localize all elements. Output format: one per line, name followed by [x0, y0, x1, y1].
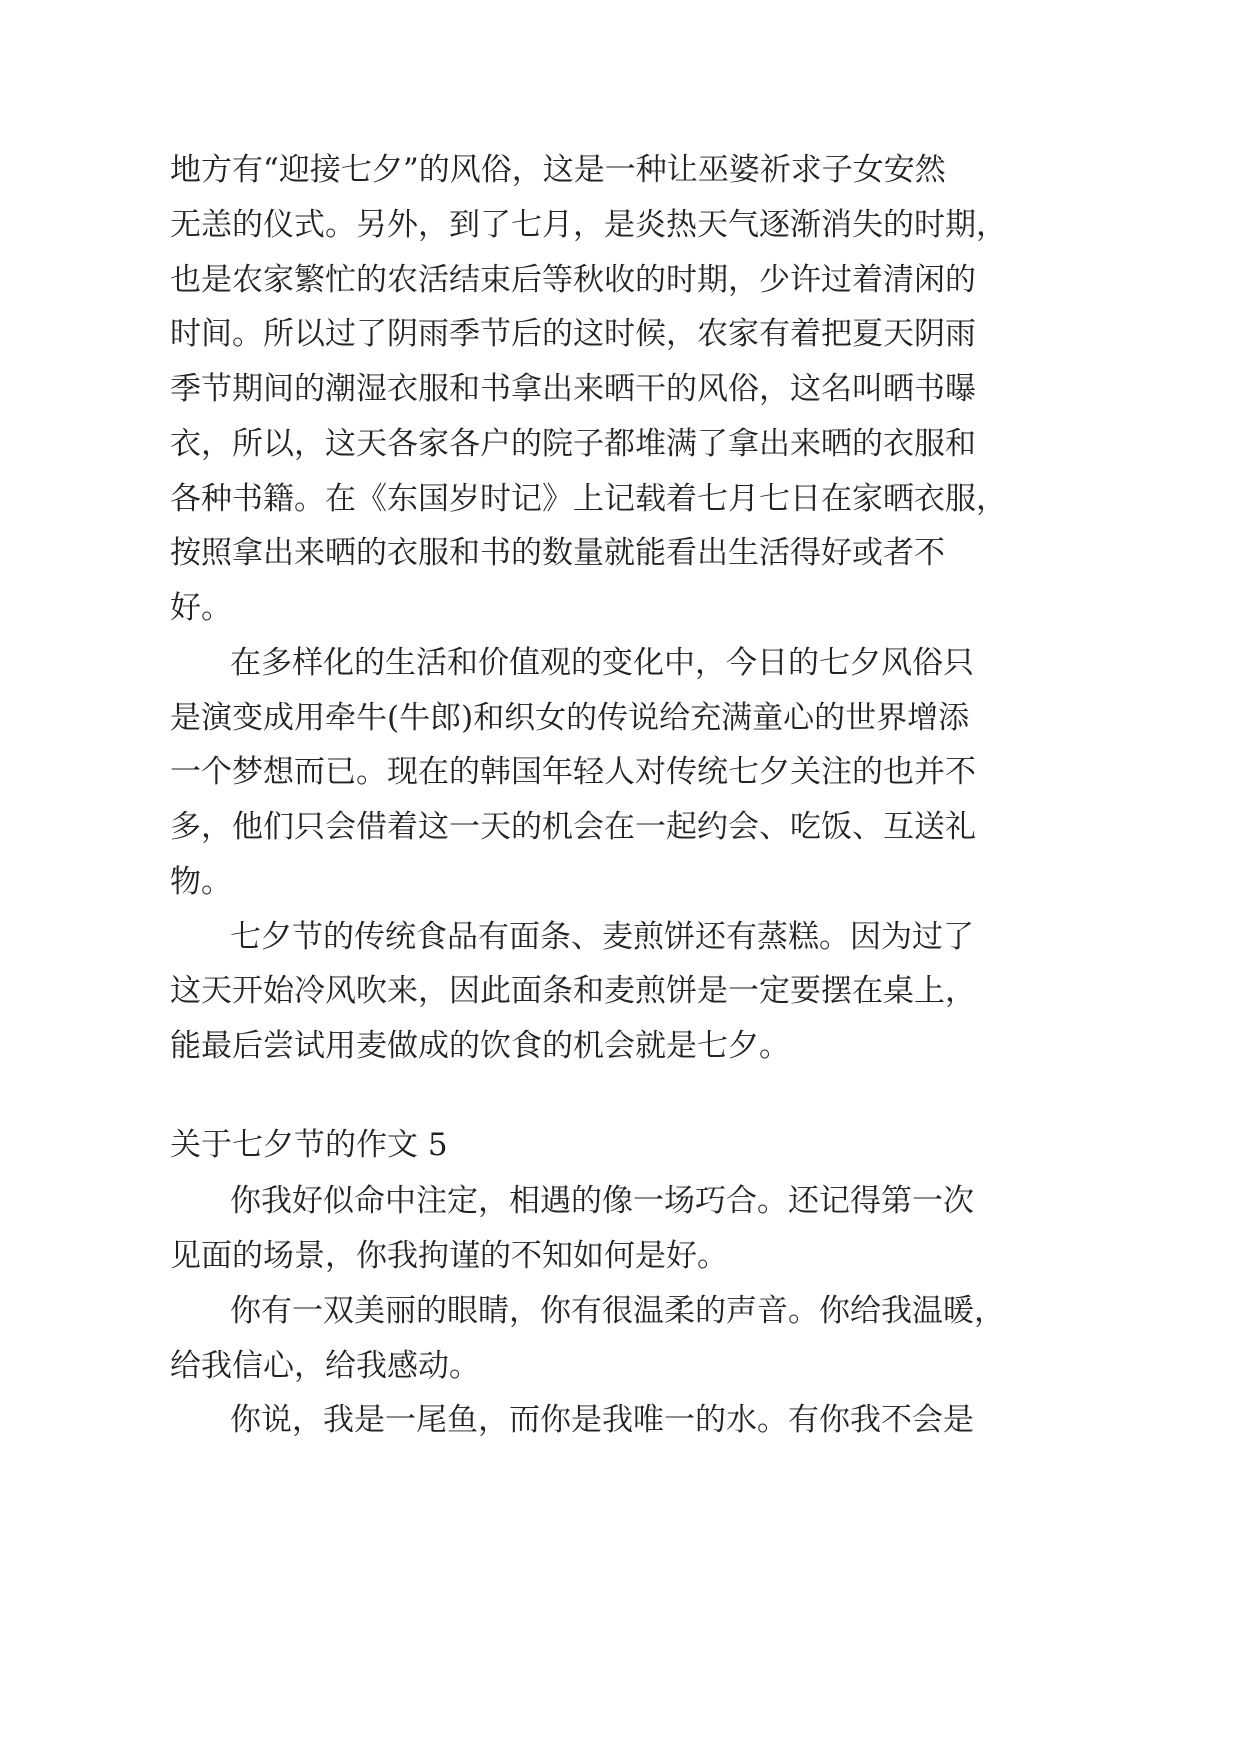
- text-line: 多，他们只会借着这一天的机会在一起约会、吃饭、互送礼: [170, 809, 976, 845]
- text-line: 好。: [170, 590, 232, 626]
- text-line: 地方有“迎接七夕”的风俗，这是一种让巫婆祈求子女安然: [170, 152, 946, 188]
- text-line: 能最后尝试用麦做成的饮食的机会就是七夕。: [170, 1028, 790, 1064]
- text-line: 七夕节的传统食品有面条、麦煎饼还有蒸糕。因为过了: [230, 919, 974, 955]
- text-line: 你我好似命中注定，相遇的像一场巧合。还记得第一次: [230, 1183, 974, 1219]
- text-line: 季节期间的潮湿衣服和书拿出来晒干的风俗，这名叫晒书曝: [170, 371, 976, 407]
- text-line: 各种书籍。在《东国岁时记》上记载着七月七日在家晒衣服，: [170, 481, 1007, 517]
- text-line: 物。: [170, 864, 232, 900]
- text-line: 见面的场景，你我拘谨的不知如何是好。: [170, 1238, 728, 1274]
- text-line: 衣，所以，这天各家各户的院子都堆满了拿出来晒的衣服和: [170, 426, 976, 462]
- text-line: 也是农家繁忙的农活结束后等秋收的时期，少许过着清闲的: [170, 262, 976, 298]
- text-line: 这天开始冷风吹来，因此面条和麦煎饼是一定要摆在桌上，: [170, 973, 976, 1009]
- section-heading: 关于七夕节的作文 5: [170, 1127, 448, 1163]
- text-line: 你说，我是一尾鱼，而你是我唯一的水。有你我不会是: [230, 1402, 974, 1438]
- text-line: 无恙的仪式。另外，到了七月，是炎热天气逐渐消失的时期，: [170, 207, 1007, 243]
- text-line: 给我信心，给我感动。: [170, 1348, 480, 1384]
- text-line: 按照拿出来晒的衣服和书的数量就能看出生活得好或者不: [170, 535, 945, 571]
- text-line: 是演变成用牵牛(牛郎)和织女的传说给充满童心的世界增添: [170, 700, 970, 736]
- text-line: 在多样化的生活和价值观的变化中，今日的七夕风俗只: [230, 645, 974, 681]
- text-line: 你有一双美丽的眼睛，你有很温柔的声音。你给我温暖，: [230, 1293, 1005, 1329]
- text-line: 一个梦想而已。现在的韩国年轻人对传统七夕关注的也并不: [170, 754, 976, 790]
- text-line: 时间。所以过了阴雨季节后的这时候，农家有着把夏天阴雨: [170, 316, 976, 352]
